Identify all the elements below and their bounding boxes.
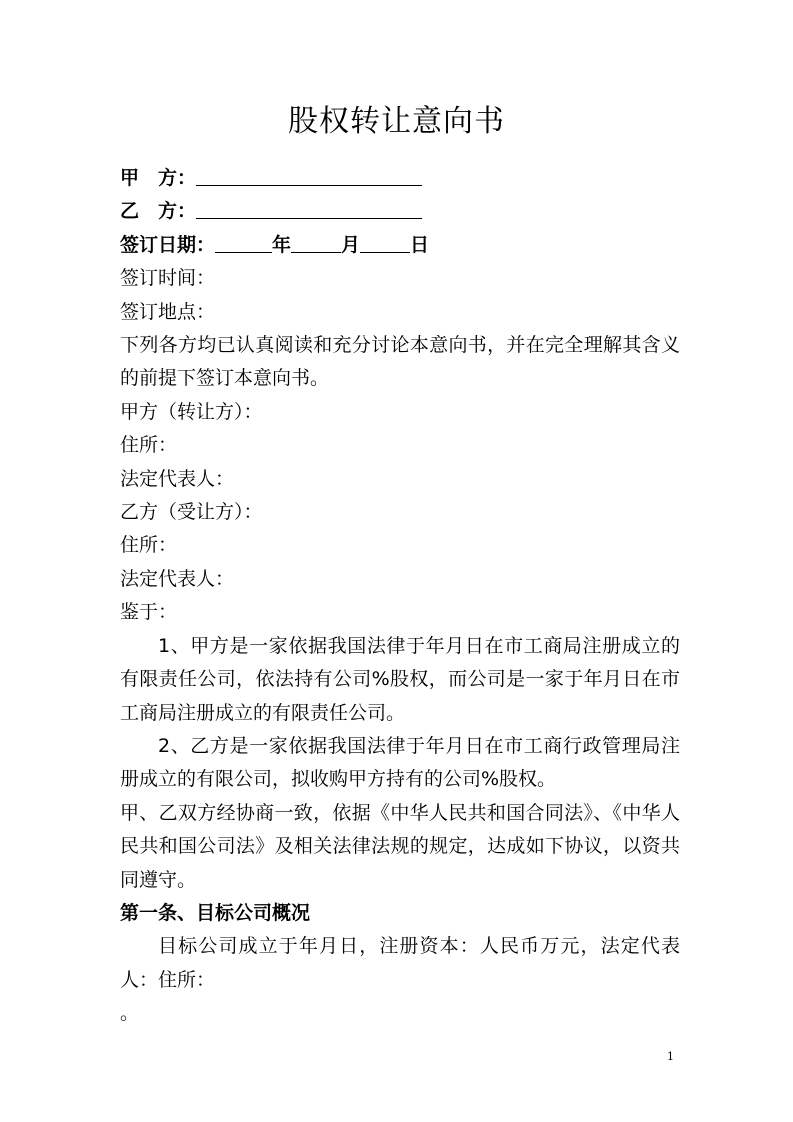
clause-2: 2、乙方是一家依据我国法律于年月日在市工商行政管理局注册成立的有限公司，拟收购甲方持有的公司%股权。 xyxy=(120,734,680,791)
page-number: 1 xyxy=(667,1050,674,1063)
transferor-label: 甲方（转让方）： xyxy=(120,400,263,423)
clause-1: 1、甲方是一家依据我国法律于年月日在市工商局注册成立的有限责任公司，依法持有公司%股权，而公司是一家于年月日在市工商局注册成立的有限责任公司。 xyxy=(120,634,680,724)
year-label: 年 xyxy=(272,233,292,256)
party-b-blank xyxy=(196,198,422,219)
end-mark: 。 xyxy=(120,1002,140,1025)
party-a-blank xyxy=(196,165,422,186)
sign-place: 签订地点： xyxy=(120,300,216,323)
intro-paragraph: 下列各方均已认真阅读和充分讨论本意向书，并在完全理解其含义的前提下签订本意向书。 xyxy=(120,334,680,390)
article-1-body: 目标公司成立于年月日，注册资本：人民币万元，法定代表人：住所： xyxy=(120,935,680,991)
party-a-label: 甲 方： xyxy=(120,167,197,189)
transferor-representative: 法定代表人： xyxy=(120,467,235,490)
sign-time: 签订时间： xyxy=(120,267,216,290)
sign-date-line xyxy=(120,229,680,262)
transferee-representative: 法定代表人： xyxy=(120,567,235,590)
month-blank xyxy=(291,232,341,253)
party-b-line xyxy=(120,195,680,228)
transferor-address: 住所： xyxy=(120,434,178,457)
year-blank xyxy=(215,232,272,253)
party-b-label: 乙 方： xyxy=(120,200,197,223)
day-label: 日 xyxy=(410,233,430,256)
whereas-label: 鉴于： xyxy=(120,601,178,624)
month-label: 月 xyxy=(341,233,361,256)
agreement-paragraph: 甲、乙双方经协商一致，依据《中华人民共和国合同法》、《中华人民共和国公司法》及相关法律法规的规定，达成如下协议，以资共同遵守。 xyxy=(120,801,680,891)
day-blank xyxy=(360,232,410,253)
sign-date-label: 签订日期： xyxy=(120,233,216,256)
party-a-line xyxy=(120,162,680,195)
transferee-label: 乙方（受让方）： xyxy=(120,501,263,524)
article-1-heading: 第一条、目标公司概况 xyxy=(120,901,311,924)
document-title: 股权转让意向书 xyxy=(288,104,505,139)
transferee-address: 住所： xyxy=(120,534,178,557)
document-body xyxy=(120,162,680,1031)
